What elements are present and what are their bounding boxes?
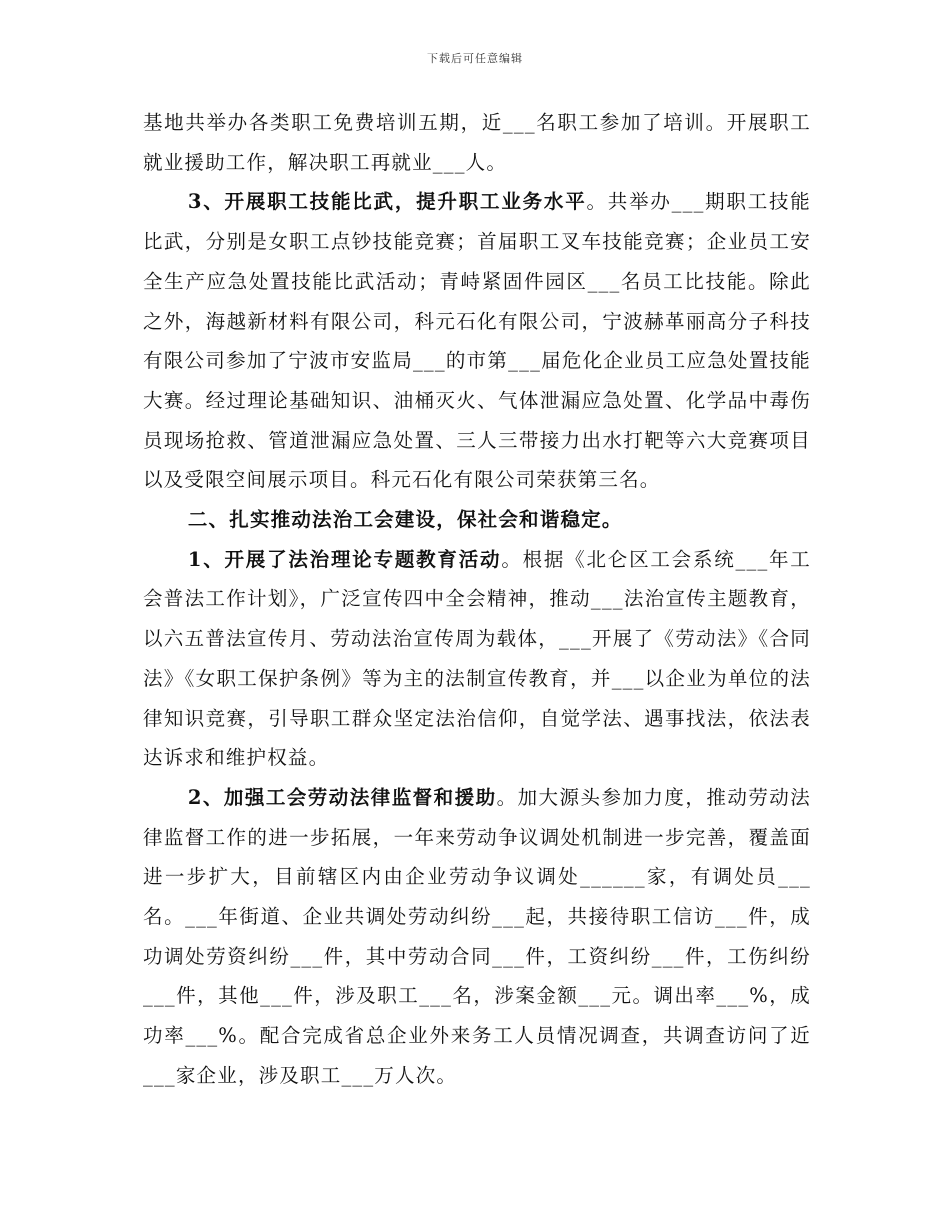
paragraph-text: 。加大源头参加力度，推动劳动法律监督工作的进一步拓展，一年来劳动争议调处机制进一步完善，覆盖面进一步扩大，目前辖区内由企业劳动争议调处______家，有调处员___名。___年街道、企业共调处劳动纠纷___起，共接待职工信访___件，成功调处劳资纠纷___件，其中劳动合同___件，工资纠纷___件，工伤纠纷___件，其他___件，涉及职工___名，涉案金额___元。调出率___%，成功率___%。配合完成省总企业外来务工人员情况调查，共调查访问了近___家企业，涉及职工___万人次。 bbox=[143, 785, 811, 1087]
paragraph-text: 。根据《北仑区工会系统___年工会普法工作计划》，广泛宣传四中全会精神，推动___法治宣传主题教育，以六五普法宣传月、劳动法治宣传周为载体，___开展了《劳动法》《合同法》《女职工保护条例》等为主的法制宣传教育，并___以企业为单位的法律知识竞赛，引导职工群众坚定法治信仰，自觉学法、遇事找法，依法表达诉求和维护权益。 bbox=[143, 547, 811, 770]
paragraph-text: 基地共举办各类职工免费培训五期，近___名职工参加了培训。开展职工就业援助工作，解决职工再就业___人。 bbox=[143, 111, 811, 174]
page-header: 下载后可任意编辑 bbox=[427, 52, 523, 65]
paragraph-legal-education bbox=[143, 540, 811, 778]
section-heading-skills: 3、开展职工技能比武，提升职工业务水平 bbox=[187, 190, 587, 214]
section-heading-legal-supervision: 2、加强工会劳动法律监督和援助 bbox=[187, 785, 497, 809]
paragraph-text: 。共举办___期职工技能比武，分别是女职工点钞技能竞赛；首届职工叉车技能竞赛；企业员工安全生产应急处置技能比武活动；青峙紧固件园区___名员工比技能。除此之外，海越新材料有限公司，科元石化有限公司，宁波赫革丽高分子科技有限公司参加了宁波市安监局___的市第___届危化企业员工应急处置技能大赛。经过理论基础知识、油桶灭火、气体泄漏应急处置、化学品中毒伤员现场抢救、管道泄漏应急处置、三人三带接力出水打靶等六大竞赛项目以及受限空间展示项目。科元石化有限公司荣获第三名。 bbox=[143, 190, 811, 492]
section-heading-legal-education: 1、开展了法治理论专题教育活动 bbox=[187, 547, 502, 571]
paragraph-section-two-heading bbox=[143, 500, 811, 540]
section-heading-rule-of-law: 二、扎实推动法治工会建设，保社会和谐稳定。 bbox=[187, 508, 623, 532]
paragraph-training bbox=[143, 103, 811, 182]
paragraph-legal-supervision bbox=[143, 778, 811, 1096]
document-body bbox=[143, 103, 811, 1096]
paragraph-skills-competition bbox=[143, 182, 811, 500]
